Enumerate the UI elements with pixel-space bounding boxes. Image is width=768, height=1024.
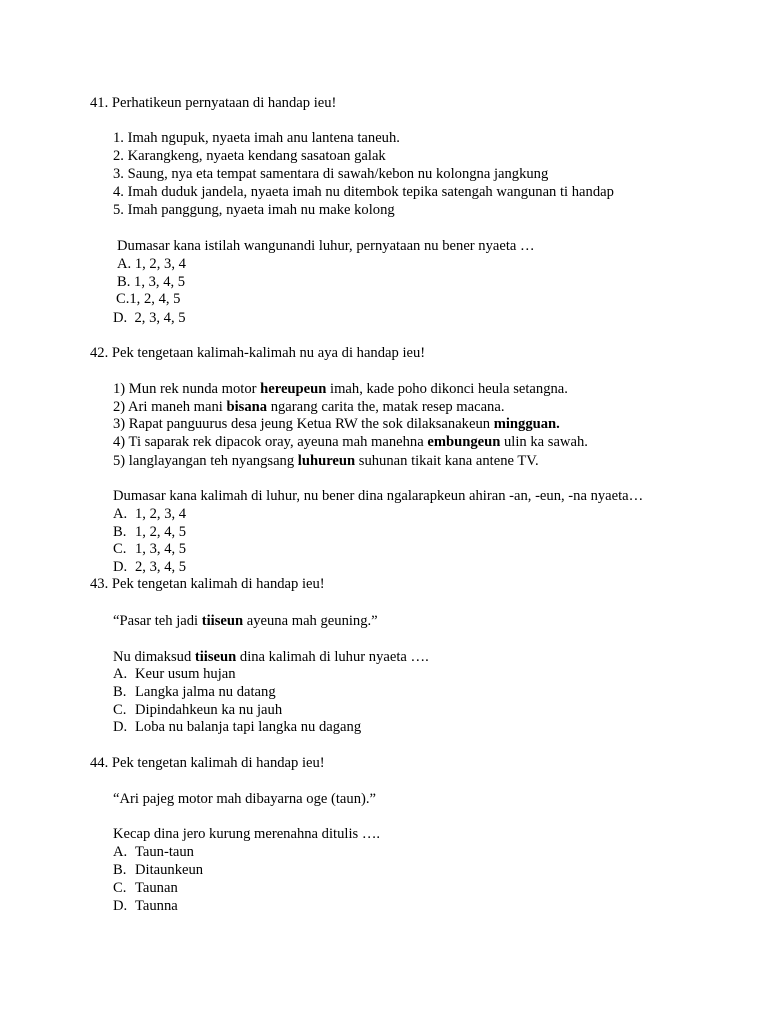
q42-option-d: D. 2, 3, 4, 5 <box>113 559 187 575</box>
q42-stem: 42. Pek tengetaan kalimah-kalimah nu aya di handap ieu! <box>90 345 426 361</box>
q42-option-b: B. 1, 2, 4, 5 <box>113 524 187 540</box>
q44-stem: 44. Pek tengetan kalimah di handap ieu! <box>90 755 325 771</box>
q41-stem: 41. Perhatikeun pernyataan di handap ieu! <box>90 95 337 111</box>
q41-item-1: 1. Imah ngupuk, nyaeta imah anu lantena taneuh. <box>113 130 400 146</box>
q41-item-2: 2. Karangkeng, nyaeta kendang sasatoan galak <box>113 148 386 164</box>
q44-option-c: C. Taunan <box>113 880 178 896</box>
q41-option-a: A. 1, 2, 3, 4 <box>117 256 186 272</box>
q44-question: Kecap dina jero kurung merenahna ditulis …. <box>113 826 381 842</box>
q43-option-a: A. Keur usum hujan <box>113 666 236 682</box>
q43-quote: “Pasar teh jadi tiiseun ayeuna mah geuning.” <box>113 613 378 629</box>
q41-item-4: 4. Imah duduk jandela, nyaeta imah nu ditembok tepika satengah wangunan ti handap <box>113 184 614 200</box>
q43-question: Nu dimaksud tiiseun dina kalimah di luhur nyaeta …. <box>113 649 429 665</box>
q44-option-a: A. Taun-taun <box>113 844 194 860</box>
q42-option-a: A. 1, 2, 3, 4 <box>113 506 187 522</box>
q44-option-b: B. Ditaunkeun <box>113 862 204 878</box>
q41-question: Dumasar kana istilah wangunandi luhur, pernyataan nu bener nyaeta … <box>117 238 535 254</box>
q41-item-3: 3. Saung, nya eta tempat samentara di sawah/kebon nu kolongna jangkung <box>113 166 549 182</box>
q43-stem: 43. Pek tengetan kalimah di handap ieu! <box>90 576 325 592</box>
q41-option-b: B. 1, 3, 4, 5 <box>117 274 186 290</box>
q42-item-5: 5) langlayangan teh nyangsang luhureun suhunan tikait kana antene TV. <box>113 453 539 469</box>
q42-item-4: 4) Ti saparak rek dipacok oray, ayeuna mah manehna embungeun ulin ka sawah. <box>113 434 588 450</box>
q42-item-1: 1) Mun rek nunda motor hereupeun imah, kade poho dikonci heula setangna. <box>113 381 568 397</box>
q43-option-d: D. Loba nu balanja tapi langka nu dagang <box>113 719 362 735</box>
q42-option-c: C. 1, 3, 4, 5 <box>113 541 187 557</box>
q42-question: Dumasar kana kalimah di luhur, nu bener dina ngalarapkeun ahiran -an, -eun, -na nyaeta… <box>113 488 644 504</box>
q42-item-2: 2) Ari maneh mani bisana ngarang carita the, matak resep macana. <box>113 399 505 415</box>
q44-quote: “Ari pajeg motor mah dibayarna oge (taun).” <box>113 791 376 807</box>
q41-item-5: 5. Imah panggung, nyaeta imah nu make kolong <box>113 202 395 218</box>
q44-option-d: D. Taunna <box>113 898 178 914</box>
q42-item-3: 3) Rapat panguurus desa jeung Ketua RW the sok dilaksanakeun mingguan. <box>113 416 560 432</box>
q43-option-b: B. Langka jalma nu datang <box>113 684 276 700</box>
q43-option-c: C. Dipindahkeun ka nu jauh <box>113 702 283 718</box>
q41-option-c: C.1, 2, 4, 5 <box>116 291 181 307</box>
q41-option-d: D. 2, 3, 4, 5 <box>113 310 186 326</box>
